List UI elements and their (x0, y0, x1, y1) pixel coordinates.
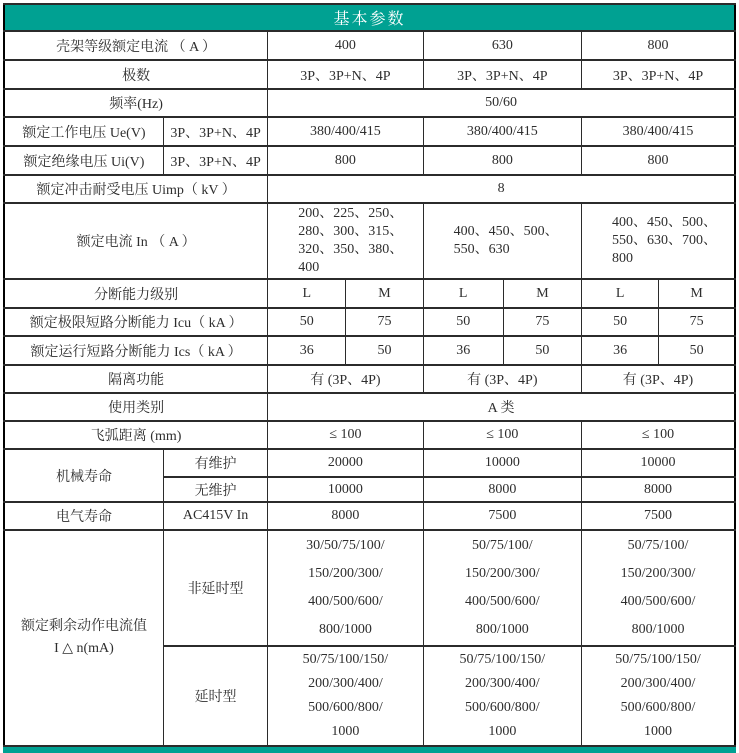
basic-parameters-table (3, 3, 736, 747)
row-poles (4, 60, 735, 89)
row-ui (4, 146, 735, 175)
elec-life-value: 7500 (423, 502, 581, 530)
ui-sublabel: 3P、3P+N、4P (163, 146, 267, 175)
poles-value-3: 3P、3P+N、4P (582, 60, 735, 89)
elec-life-label: 电气寿命 (4, 502, 163, 530)
uimp-label: 额定冲击耐受电压 Uimp（ kV ） (4, 175, 268, 203)
ics-value: 50 (503, 336, 581, 365)
mech-life-value: 8000 (582, 477, 735, 502)
uimp-value: 8 (268, 175, 735, 203)
mech-life-value: 8000 (423, 477, 581, 502)
poles-value-2: 3P、3P+N、4P (423, 60, 581, 89)
ue-label: 额定工作电压 Ue(V) (4, 117, 163, 146)
residual-delay-values-2: 50/75/100/150/ 200/300/400/ 500/600/800/ 1000 (423, 646, 581, 746)
residual-nondelay-values-3: 50/75/100/ 150/200/300/ 400/500/600/ 800/1000 (582, 530, 735, 646)
ui-value-3: 800 (582, 146, 735, 175)
row-breaking-class (4, 279, 735, 308)
row-rated-current (4, 203, 735, 279)
arc-distance-value-2: ≤ 100 (423, 421, 581, 449)
mech-life-sub-maintained: 有维护 (163, 449, 267, 477)
ui-label: 额定绝缘电压 Ui(V) (4, 146, 163, 175)
isolation-value-2: 有 (3P、4P) (423, 365, 581, 393)
breaking-class-l1: L (268, 279, 346, 308)
ue-sublabel: 3P、3P+N、4P (163, 117, 267, 146)
breaking-class-l2: L (423, 279, 503, 308)
accent-bottom-bar (3, 747, 736, 753)
ics-value: 36 (268, 336, 346, 365)
mech-life-value: 10000 (423, 449, 581, 477)
table-header-row (4, 4, 735, 31)
row-ics (4, 336, 735, 365)
icu-value: 50 (582, 308, 659, 336)
ics-value: 36 (423, 336, 503, 365)
ue-value-1: 380/400/415 (268, 117, 423, 146)
row-arc-distance (4, 421, 735, 449)
breaking-class-m2: M (503, 279, 581, 308)
frequency-value: 50/60 (268, 89, 735, 117)
arc-distance-value-1: ≤ 100 (268, 421, 423, 449)
ui-value-1: 800 (268, 146, 423, 175)
residual-nondelay-values-2: 50/75/100/ 150/200/300/ 400/500/600/ 800/1000 (423, 530, 581, 646)
mech-life-value: 10000 (268, 477, 423, 502)
poles-label: 极数 (4, 60, 268, 89)
ue-value-3: 380/400/415 (582, 117, 735, 146)
frame-current-800: 800 (582, 31, 735, 60)
residual-sub-nondelay: 非延时型 (163, 530, 267, 646)
residual-sub-delay: 延时型 (163, 646, 267, 746)
ics-value: 50 (659, 336, 735, 365)
icu-value: 50 (268, 308, 346, 336)
row-frame-current (4, 31, 735, 60)
breaking-class-m3: M (659, 279, 735, 308)
elec-life-value: 8000 (268, 502, 423, 530)
ics-label: 额定运行短路分断能力 Ics（ kA ） (4, 336, 268, 365)
mech-life-sub-unmaintained: 无维护 (163, 477, 267, 502)
isolation-label: 隔离功能 (4, 365, 268, 393)
isolation-value-1: 有 (3P、4P) (268, 365, 423, 393)
ics-value: 50 (346, 336, 423, 365)
poles-value-1: 3P、3P+N、4P (268, 60, 423, 89)
row-residual-nondelay (4, 530, 735, 646)
frame-current-400: 400 (268, 31, 423, 60)
row-frequency (4, 89, 735, 117)
mech-life-value: 10000 (582, 449, 735, 477)
row-category (4, 393, 735, 421)
row-uimp (4, 175, 735, 203)
row-icu (4, 308, 735, 336)
residual-nondelay-values-1: 30/50/75/100/ 150/200/300/ 400/500/600/ 800/1000 (268, 530, 423, 646)
category-value: A 类 (268, 393, 735, 421)
row-ue (4, 117, 735, 146)
residual-delay-values-1: 50/75/100/150/ 200/300/400/ 500/600/800/ 1000 (268, 646, 423, 746)
frequency-label: 频率(Hz) (4, 89, 268, 117)
frame-current-label: 壳架等级额定电流 （ A ） (4, 31, 268, 60)
icu-value: 50 (423, 308, 503, 336)
rated-current-values-1: 200、225、250、 280、300、315、 320、350、380、 400 (268, 203, 423, 279)
frame-current-630: 630 (423, 31, 581, 60)
residual-delay-values-3: 50/75/100/150/ 200/300/400/ 500/600/800/ 1000 (582, 646, 735, 746)
icu-value: 75 (346, 308, 423, 336)
ui-value-2: 800 (423, 146, 581, 175)
elec-life-value: 7500 (582, 502, 735, 530)
ics-value: 36 (582, 336, 659, 365)
breaking-class-m1: M (346, 279, 423, 308)
rated-current-values-3: 400、450、500、 550、630、700、 800 (582, 203, 735, 279)
row-isolation (4, 365, 735, 393)
category-label: 使用类别 (4, 393, 268, 421)
arc-distance-value-3: ≤ 100 (582, 421, 735, 449)
row-elec-life (4, 502, 735, 530)
elec-life-sub: AC415V In (163, 502, 267, 530)
rated-current-label: 额定电流 In （ A ） (4, 203, 268, 279)
row-mech-life-maintained (4, 449, 735, 477)
ue-value-2: 380/400/415 (423, 117, 581, 146)
arc-distance-label: 飞弧距离 (mm) (4, 421, 268, 449)
icu-value: 75 (659, 308, 735, 336)
icu-label: 额定极限短路分断能力 Icu（ kA ） (4, 308, 268, 336)
mech-life-value: 20000 (268, 449, 423, 477)
table-title: 基本参数 (4, 4, 735, 31)
isolation-value-3: 有 (3P、4P) (582, 365, 735, 393)
icu-value: 75 (503, 308, 581, 336)
rated-current-values-2: 400、450、500、 550、630 (423, 203, 581, 279)
breaking-class-label: 分断能力级别 (4, 279, 268, 308)
residual-current-label: 额定剩余动作电流值 I △ n(mA) (4, 530, 163, 746)
mech-life-label: 机械寿命 (4, 449, 163, 502)
breaking-class-l3: L (582, 279, 659, 308)
